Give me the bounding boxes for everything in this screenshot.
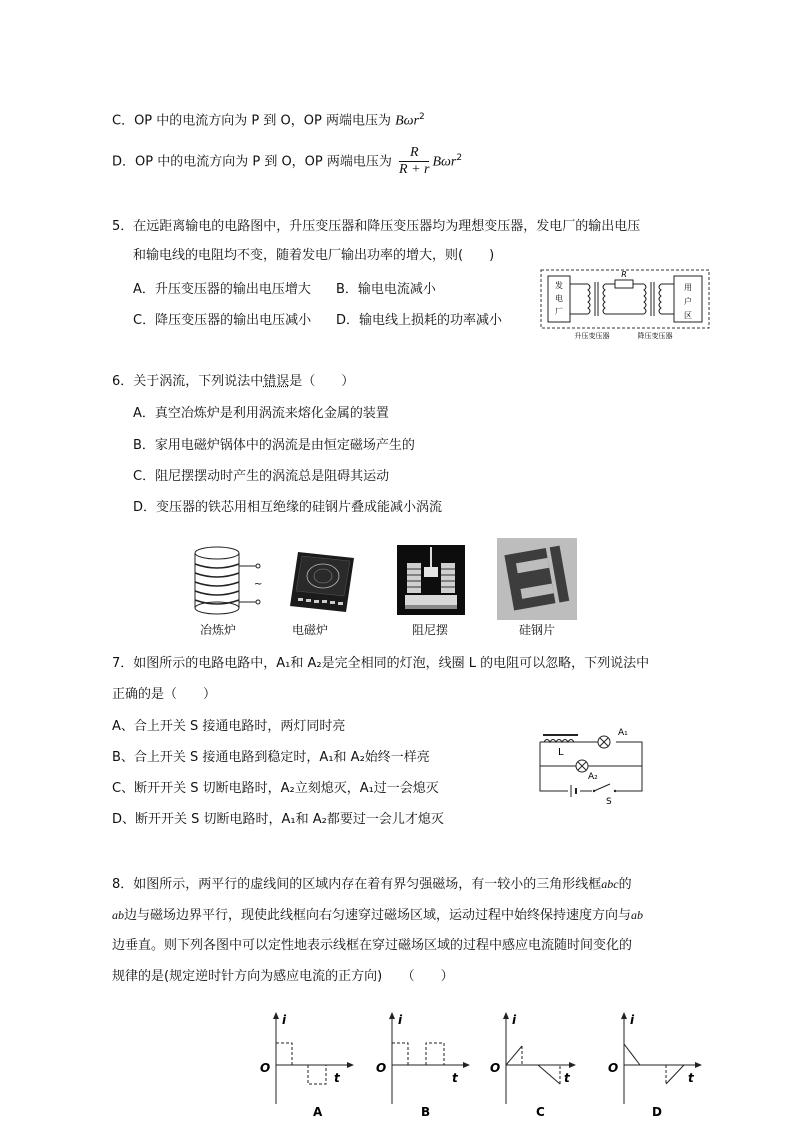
q5-option-c: C．降压变压器的输出电压减小 [133, 313, 312, 328]
q8-graph-a [260, 1010, 360, 1118]
q5-option-d: D．输电线上损耗的功率减小 [336, 313, 503, 328]
q5-transmission-diagram [540, 268, 710, 340]
q6-stem [112, 374, 354, 390]
q4-option-c [112, 109, 425, 129]
q7-option-d: D、断开开关 S 切断电路时，A₁和 A₂都要过一会儿才熄灭 [112, 812, 444, 827]
q6-option-c: C．阻尼摆摆动时产生的涡流总是阻碍其运动 [133, 469, 390, 484]
q4-fraction-numerator: R [399, 145, 429, 162]
q6-stem-emphasis: 错误 [263, 374, 290, 389]
q8-graph-a-x-label: t [334, 1071, 340, 1085]
q8-line2-text: 边与磁场边界平行，现使此线框向右匀速穿过磁场区域，运动过程中始终保持速度方向与 [124, 908, 632, 923]
q6-option-a: A．真空冶炼炉是利用涡流来熔化金属的装置 [133, 406, 389, 421]
q5-fig-user-1: 用 [684, 283, 692, 292]
q8-graph-a-label: A [313, 1105, 323, 1119]
q4-option-c-formula: Bωr [395, 113, 419, 129]
q5-fig-user-3: 区 [684, 311, 692, 320]
q5-option-a: A．升压变压器的输出电压增大 [133, 282, 311, 297]
q8-graph-b [376, 1010, 476, 1118]
q5-fig-plant-2: 电 [555, 294, 563, 303]
q8-stem-line2 [112, 907, 643, 924]
q8-stem-line4: 规律的是(规定逆时针方向为感应电流的正方向) （ ） [112, 969, 454, 984]
q8-graph-d-y-label: i [630, 1013, 635, 1027]
q7-stem-line2: 正确的是（ ） [112, 687, 217, 702]
q4-fraction-denominator: R + r [399, 162, 430, 178]
q8-graph-c-y-label: i [512, 1013, 517, 1027]
q8-graph-c-x-label: t [564, 1071, 570, 1085]
q8-stem-line1 [112, 876, 632, 893]
q8-graph-b-origin: O [376, 1061, 387, 1075]
q7-fig-inductor-label: L [558, 747, 564, 758]
q6-caption-cooker: 电磁炉 [292, 623, 329, 637]
q6-silicon-steel-image [497, 538, 577, 620]
q6-caption-pendulum: 阻尼摆 [412, 623, 449, 637]
q7-option-a: A、合上开关 S 接通电路时，两灯同时亮 [112, 719, 346, 734]
q4-option-d [112, 138, 462, 182]
q4-option-d-text: D．OP 中的电流方向为 P 到 O，OP 两端电压为 [112, 154, 392, 170]
q8-line2-var2: ab [631, 908, 644, 922]
q7-option-c: C、断开开关 S 切断电路时，A₂立刻熄灭，A₁过一会熄灭 [112, 781, 439, 796]
q8-graph-a-origin: O [260, 1061, 271, 1075]
q6-option-d: D．变压器的铁芯用相互绝缘的硅钢片叠成能减小涡流 [133, 500, 443, 515]
q4-option-d-sup: 2 [456, 153, 463, 163]
q7-stem-line1: 7．如图所示的电路电路中，A₁和 A₂是完全相同的灯泡，线圈 L 的电阻可以忽略，下列说法中 [112, 656, 650, 671]
q5-stem-line2: 和输电线的电阻均不变，随着发电厂输出功率的增大，则( ) [133, 248, 495, 263]
q4-option-c-text: C．OP 中的电流方向为 P 到 O，OP 两端电压为 [112, 113, 391, 129]
q6-furnace-tilde: ~ [254, 579, 263, 590]
q8-line1-text: 8．如图所示，两平行的虚线间的区域内存在着有界匀强磁场，有一较小的三角形线框 [112, 877, 602, 892]
q6-damped-pendulum-image [397, 545, 465, 615]
q8-graph-d-label: D [652, 1105, 662, 1119]
q4-option-d-fraction [399, 145, 429, 178]
q5-fig-plant-3: 厂 [555, 307, 563, 316]
q5-fig-user-2: 户 [684, 297, 692, 306]
q7-option-b: B、合上开关 S 接通电路到稳定时，A₁和 A₂始终一样亮 [112, 750, 430, 765]
q4-option-d-formula: Bωr [432, 154, 457, 170]
q7-fig-lamp-a1-label: A₁ [618, 728, 628, 738]
q6-stem-after: 是（ ） [289, 374, 355, 389]
q4-option-c-sup: 2 [419, 112, 425, 122]
q5-option-b: B．输电电流减小 [336, 282, 436, 297]
q6-caption-furnace: 冶炼炉 [200, 623, 237, 637]
q8-graph-d [608, 1010, 708, 1118]
q8-stem-line3: 边垂直。则下列各图中可以定性地表示线框在穿过磁场区域的过程中感应电流随时间变化的 [112, 938, 633, 953]
q8-line1-var: abc [601, 877, 619, 891]
q7-circuit-diagram [538, 722, 648, 807]
q6-induction-cooker-image [288, 548, 358, 618]
q8-graph-d-origin: O [608, 1061, 619, 1075]
q5-fig-resistor-label: R [621, 270, 627, 279]
q5-fig-step-up-label: 升压变压器 [574, 332, 610, 340]
q7-fig-lamp-a2-label: A₂ [588, 772, 598, 782]
q8-graph-c-origin: O [490, 1061, 501, 1075]
q8-line2-var: ab [112, 908, 124, 922]
q6-stem-before: 6．关于涡流，下列说法中 [112, 374, 264, 389]
q8-graph-a-y-label: i [282, 1013, 287, 1027]
q5-fig-step-down-label: 降压变压器 [637, 332, 673, 340]
q8-graph-b-label: B [421, 1105, 431, 1119]
q8-line1-end: 的 [618, 877, 632, 892]
q8-graph-c-label: C [536, 1105, 545, 1119]
q8-graph-b-x-label: t [452, 1071, 458, 1085]
q6-caption-steel: 硅钢片 [519, 623, 556, 637]
q8-graph-b-y-label: i [398, 1013, 403, 1027]
q8-graph-c [490, 1010, 590, 1118]
q5-stem-line1: 5．在远距离输电的电路图中，升压变压器和降压变压器均为理想变压器，发电厂的输出电压 [112, 219, 641, 234]
q8-graph-d-x-label: t [688, 1071, 694, 1085]
q5-fig-plant-1: 发 [555, 281, 563, 290]
q6-option-b: B．家用电磁炉锅体中的涡流是由恒定磁场产生的 [133, 438, 415, 453]
q7-fig-switch-label: S [606, 797, 612, 807]
q6-furnace-image [190, 544, 270, 619]
